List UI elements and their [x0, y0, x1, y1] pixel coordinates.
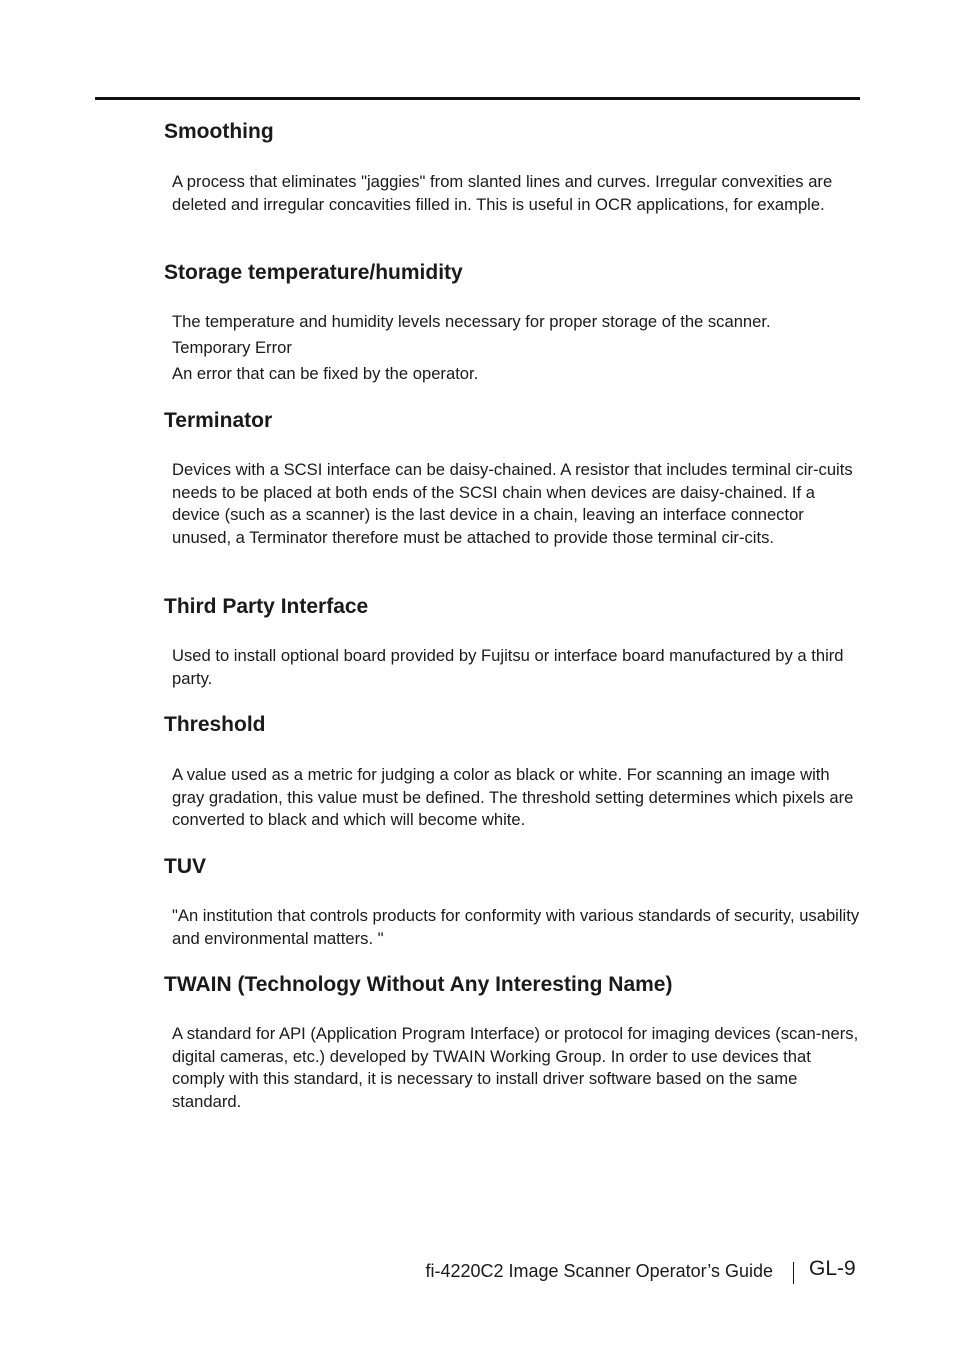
top-rule: [95, 97, 860, 100]
term-heading: Terminator: [164, 409, 273, 432]
definition-text: A standard for API (Application Program Interface) or protocol for imaging devices (scan-ners, digital cameras, etc.) developed by TWAIN Working Group. In order to use devices that comply with this standard, it is necessary to install driver software based on the same standard.: [172, 1024, 859, 1111]
term-heading: Third Party Interface: [164, 595, 369, 618]
definition-text: "An institution that controls products for conformity with various standards of security, usability and environmental matters. ": [172, 906, 860, 948]
term-heading: Storage temperature/humidity: [164, 261, 463, 284]
term-heading: Threshold: [164, 713, 266, 736]
definition-text: A value used as a metric for judging a color as black or white. For scanning an image with gray gradation, this value must be defined. The threshold setting determines which pixels are converted to black and which will become white.: [172, 765, 854, 829]
term-heading: TUV: [164, 855, 206, 878]
definition-text: The temperature and humidity levels necessary for proper storage of the scanner.: [172, 312, 771, 331]
term-heading: TWAIN (Technology Without Any Interesting Name): [164, 973, 673, 996]
definition-text: A process that eliminates "jaggies" from slanted lines and curves. Irregular convexities are deleted and irregular concavities filled in. This is useful in OCR applications, for example.: [172, 172, 833, 214]
footer-page-number: GL-9: [809, 1257, 856, 1280]
definition-text: Devices with a SCSI interface can be daisy-chained. A resistor that includes terminal cir-cuits needs to be placed at both ends of the SCSI chain when devices are daisy-chained. If a device (such as a scanner) is the last device in a chain, leaving an interface connector unused, a Terminator therefore must be attached to provide those terminal cir-cits.: [172, 460, 853, 547]
footer-guide-title: fi-4220C2 Image Scanner Operator’s Guide: [425, 1261, 773, 1281]
term-heading: Smoothing: [164, 120, 274, 143]
definition-text: Used to install optional board provided by Fujitsu or interface board manufactured by a third party.: [172, 646, 844, 688]
footer-separator: [793, 1262, 794, 1284]
definition-text: Temporary Error: [172, 338, 292, 357]
definition-text: An error that can be fixed by the operator.: [172, 364, 479, 383]
